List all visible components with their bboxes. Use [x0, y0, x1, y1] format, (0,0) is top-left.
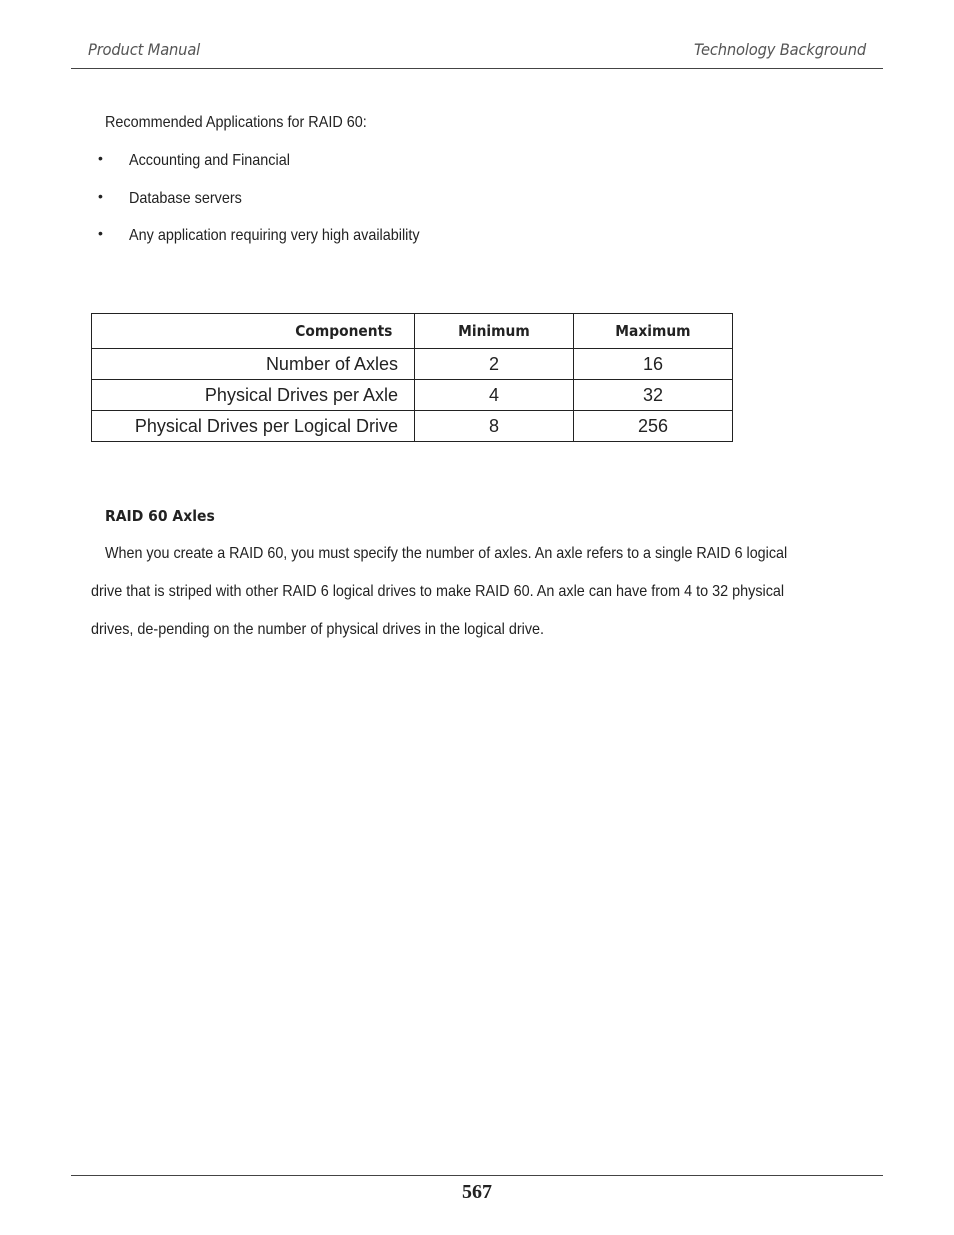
raid60-limits-table [91, 313, 733, 442]
list-item-text: Accounting and Financial [129, 152, 290, 169]
table-cell-maximum: 16 [574, 349, 733, 380]
bullet-icon: • [98, 187, 103, 204]
paragraph-line: drive that is striped with other RAID 6 logical drives to make RAID 60. An axle can have from 4 to 32 physical [91, 583, 785, 600]
table-row [92, 380, 733, 411]
section-heading: RAID 60 Axles [105, 507, 215, 525]
paragraph-line: When you create a RAID 60, you must specify the number of axles. An axle refers to a single RAID 6 logical [105, 545, 788, 562]
column-header-components: Components [92, 314, 415, 349]
table-cell-component: Physical Drives per Axle [92, 380, 415, 411]
intro-text: Recommended Applications for RAID 60: [105, 114, 367, 131]
table-cell-component: Physical Drives per Logical Drive [92, 411, 415, 442]
footer-rule [71, 1175, 883, 1176]
bullet-icon: • [98, 150, 103, 166]
column-header-maximum: Maximum [574, 314, 733, 349]
list-item-text: Database servers [129, 189, 242, 207]
column-header-minimum: Minimum [415, 314, 574, 349]
page-number: 567 [462, 1181, 492, 1203]
table-cell-maximum: 256 [574, 411, 733, 442]
header-right-title: Technology Background [693, 40, 866, 59]
table-cell-component: Number of Axles [92, 349, 415, 380]
table-header-row [92, 314, 733, 349]
table-cell-minimum: 8 [415, 411, 574, 442]
list-item-text: Any application requiring very high availability [129, 227, 420, 244]
table-cell-maximum: 32 [574, 380, 733, 411]
paragraph-line: drives, de-pending on the number of physical drives in the logical drive. [91, 621, 545, 638]
table-cell-minimum: 4 [415, 380, 574, 411]
table-cell-minimum: 2 [415, 349, 574, 380]
header-left-title: Product Manual [88, 40, 201, 59]
header-rule [71, 68, 883, 69]
table-row [92, 411, 733, 442]
table-row [92, 349, 733, 380]
bullet-icon: • [98, 225, 103, 241]
